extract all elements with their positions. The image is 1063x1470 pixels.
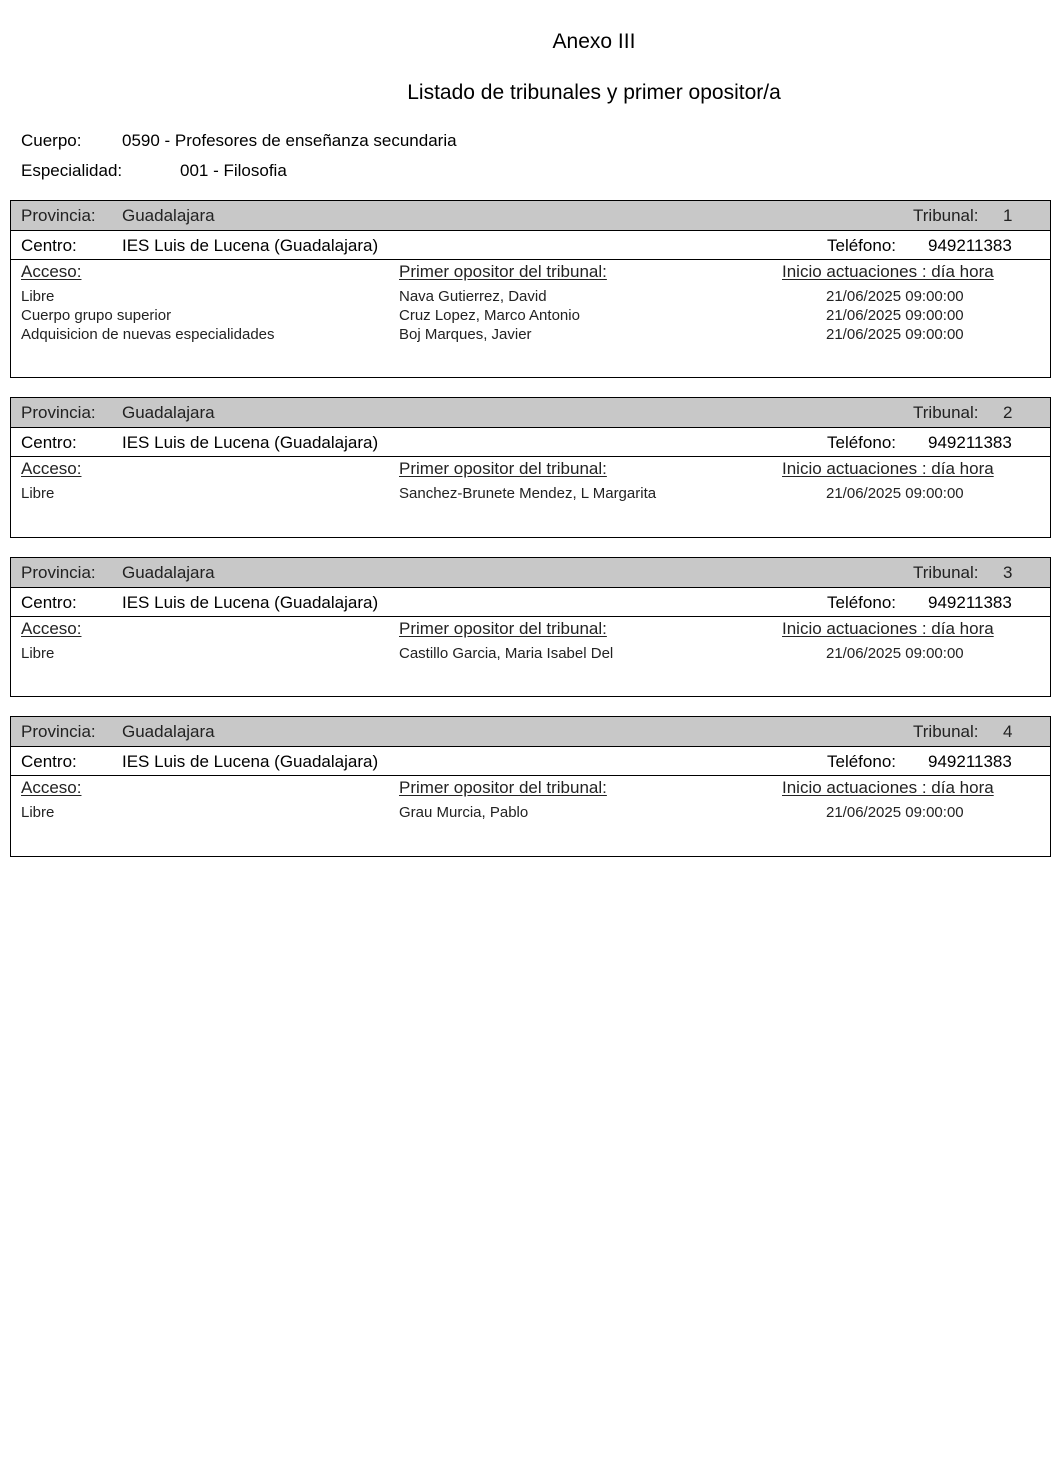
- rows: [11, 802, 1050, 821]
- rows: [11, 286, 1050, 343]
- telefono-value: 949211383: [928, 236, 1012, 255]
- telefono-value: 949211383: [928, 752, 1012, 771]
- opositor-cell: Castillo Garcia, Maria Isabel Del: [399, 645, 614, 662]
- opositor-header: Primer opositor del tribunal:: [399, 619, 607, 638]
- column-headers: [11, 260, 1050, 286]
- especialidad-value: 001 - Filosofia: [180, 161, 287, 180]
- centro-label: Centro:: [21, 593, 77, 612]
- opositor-header: Primer opositor del tribunal:: [399, 262, 607, 281]
- column-headers: [11, 457, 1050, 483]
- column-headers: [11, 617, 1050, 643]
- acceso-header: Acceso:: [21, 619, 82, 638]
- telefono-value: 949211383: [928, 593, 1012, 612]
- opositor-cell: Grau Murcia, Pablo: [399, 804, 529, 821]
- inicio-header: Inicio actuaciones : día hora: [782, 459, 994, 478]
- acceso-cell: Libre: [21, 485, 55, 502]
- acceso-cell: Libre: [21, 288, 55, 305]
- inicio-header: Inicio actuaciones : día hora: [782, 778, 994, 797]
- rows: [11, 643, 1050, 662]
- annex-title: Anexo III: [552, 30, 636, 53]
- inicio-cell: 21/06/2025 09:00:00: [826, 326, 964, 343]
- table-row: [11, 643, 1050, 662]
- table-row: [11, 483, 1050, 502]
- provincia-label: Provincia:: [21, 206, 96, 225]
- inicio-header: Inicio actuaciones : día hora: [782, 619, 994, 638]
- centro-bar: [11, 231, 1050, 260]
- provincia-label: Provincia:: [21, 563, 96, 582]
- centro-bar: [11, 747, 1050, 776]
- provincia-value: Guadalajara: [122, 563, 215, 582]
- acceso-cell: Libre: [21, 804, 55, 821]
- centro-value: IES Luis de Lucena (Guadalajara): [122, 593, 379, 612]
- centro-label: Centro:: [21, 752, 77, 771]
- opositor-header: Primer opositor del tribunal:: [399, 459, 607, 478]
- acceso-cell: Libre: [21, 645, 55, 662]
- cuerpo-value: 0590 - Profesores de enseñanza secundaria: [122, 131, 457, 150]
- acceso-header: Acceso:: [21, 459, 82, 478]
- inicio-cell: 21/06/2025 09:00:00: [826, 307, 964, 324]
- telefono-label: Teléfono:: [827, 593, 896, 612]
- provincia-label: Provincia:: [21, 722, 96, 741]
- tribunal-number: 3: [1003, 563, 1013, 582]
- opositor-cell: Cruz Lopez, Marco Antonio: [399, 307, 580, 324]
- provincia-bar: [11, 201, 1050, 231]
- opositor-cell: Nava Gutierrez, David: [399, 288, 547, 305]
- telefono-value: 949211383: [928, 433, 1012, 452]
- especialidad-row: [21, 161, 287, 181]
- rows: [11, 483, 1050, 502]
- tribunal-block: [10, 200, 1051, 378]
- centro-bar: [11, 588, 1050, 617]
- acceso-header: Acceso:: [21, 778, 82, 797]
- especialidad-label: Especialidad:: [21, 161, 123, 180]
- tribunal-label: Tribunal:: [913, 722, 979, 741]
- inicio-cell: 21/06/2025 09:00:00: [826, 485, 964, 502]
- acceso-cell: Adquisicion de nuevas especialidades: [21, 326, 275, 343]
- cuerpo-row: [21, 131, 457, 151]
- acceso-header: Acceso:: [21, 262, 82, 281]
- cuerpo-label: Cuerpo:: [21, 131, 82, 150]
- provincia-label: Provincia:: [21, 403, 96, 422]
- tribunal-label: Tribunal:: [913, 403, 979, 422]
- tribunal-label: Tribunal:: [913, 206, 979, 225]
- telefono-label: Teléfono:: [827, 433, 896, 452]
- provincia-value: Guadalajara: [122, 206, 215, 225]
- telefono-label: Teléfono:: [827, 752, 896, 771]
- provincia-value: Guadalajara: [122, 722, 215, 741]
- opositor-cell: Boj Marques, Javier: [399, 326, 532, 343]
- centro-value: IES Luis de Lucena (Guadalajara): [122, 236, 379, 255]
- centro-label: Centro:: [21, 433, 77, 452]
- inicio-cell: 21/06/2025 09:00:00: [826, 804, 964, 821]
- inicio-cell: 21/06/2025 09:00:00: [826, 645, 964, 662]
- provincia-value: Guadalajara: [122, 403, 215, 422]
- table-row: [11, 802, 1050, 821]
- tribunal-label: Tribunal:: [913, 563, 979, 582]
- tribunal-block: [10, 397, 1051, 538]
- column-headers: [11, 776, 1050, 802]
- centro-value: IES Luis de Lucena (Guadalajara): [122, 433, 379, 452]
- telefono-label: Teléfono:: [827, 236, 896, 255]
- opositor-header: Primer opositor del tribunal:: [399, 778, 607, 797]
- table-row: [11, 286, 1050, 305]
- tribunal-block: [10, 557, 1051, 697]
- tribunal-number: 4: [1003, 722, 1013, 741]
- inicio-header: Inicio actuaciones : día hora: [782, 262, 994, 281]
- table-row: [11, 305, 1050, 324]
- inicio-cell: 21/06/2025 09:00:00: [826, 288, 964, 305]
- tribunal-number: 1: [1003, 206, 1013, 225]
- provincia-bar: [11, 398, 1050, 428]
- provincia-bar: [11, 558, 1050, 588]
- acceso-cell: Cuerpo grupo superior: [21, 307, 172, 324]
- centro-bar: [11, 428, 1050, 457]
- table-row: [11, 324, 1050, 343]
- provincia-bar: [11, 717, 1050, 747]
- tribunal-number: 2: [1003, 403, 1013, 422]
- tribunal-block: [10, 716, 1051, 857]
- centro-value: IES Luis de Lucena (Guadalajara): [122, 752, 379, 771]
- centro-label: Centro:: [21, 236, 77, 255]
- page-title: Listado de tribunales y primer opositor/a: [407, 81, 781, 104]
- opositor-cell: Sanchez-Brunete Mendez, L Margarita: [399, 485, 657, 502]
